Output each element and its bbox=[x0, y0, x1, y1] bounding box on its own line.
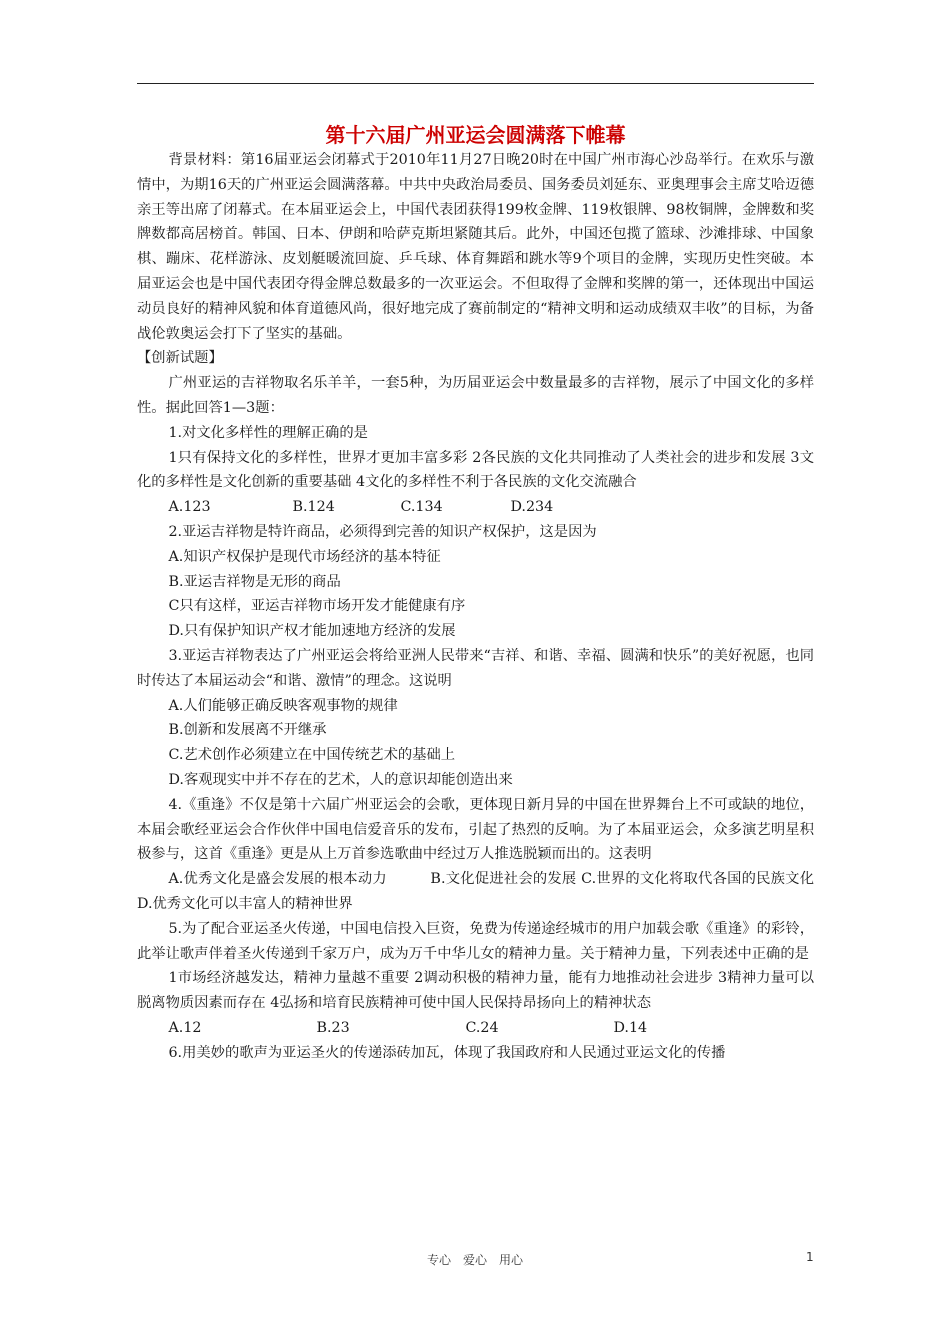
question-1-choices bbox=[137, 495, 814, 520]
question-2-option-b: B.亚运吉祥物是无形的商品 bbox=[168, 573, 341, 590]
question-1-statements: 1只有保持文化的多样性，世界才更加丰富多彩 2各民族的文化共同推动了人类社会的进步和发展 3文化的多样性是文化创新的重要基础 4文化的多样性不利于各民族的文化交流融合 bbox=[137, 449, 814, 491]
background-paragraph: 背景材料：第16届亚运会闭幕式于2010年11月27日晚20时在中国广州市海心沙岛举行。在欢乐与激情中，为期16天的广州亚运会圆满落幕。中共中央政治局委员、国务委员刘延东、亚奥理事会主席艾哈迈德亲王等出席了闭幕式。在本届亚运会上，中国代表团获得199枚金牌、119枚银牌、98枚铜牌，金牌数和奖牌数都高居榜首。韩国、日本、伊朗和哈萨克斯坦紧随其后。此外，中国还包揽了篮球、沙滩排球、中国象棋、蹦床、花样游泳、皮划艇暖流回旋、乒乓球、体育舞蹈和跳水等9个项目的金牌，实现历史性突破。本届亚运会也是中国代表团夺得金牌总数最多的一次亚运会。不但取得了金牌和奖牌的第一，还体现出中国运动员良好的精神风貌和体育道德风尚，很好地完成了赛前制定的“精神文明和运动成绩双丰收”的目标，为备战伦敦奥运会打下了坚实的基础。 bbox=[137, 152, 814, 342]
question-2-option-a: A.知识产权保护是现代市场经济的基本特征 bbox=[168, 548, 441, 565]
page-footer: 专心 爱心 用心 bbox=[426, 1253, 523, 1267]
question-2-option-d: D.只有保护知识产权才能加速地方经济的发展 bbox=[168, 623, 456, 640]
question-2-option-c: C只有这样，亚运吉祥物市场开发才能健康有序 bbox=[168, 598, 466, 615]
question-3-stem: 3.亚运吉祥物表达了广州亚运会将给亚洲人民带来“吉祥、和谐、幸福、圆满和快乐”的美好祝愿，也同时传达了本届运动会“和谐、激情”的理念。这说明 bbox=[137, 647, 814, 689]
section-label: 【创新试题】 bbox=[137, 350, 223, 367]
choice-b: B.23 bbox=[316, 1019, 350, 1036]
document-title: 第十六届广州亚运会圆满落下帷幕 bbox=[325, 123, 626, 147]
choice-d: D.14 bbox=[613, 1019, 648, 1036]
choice-d: D.234 bbox=[510, 499, 554, 516]
question-3-option-a: A.人们能够正确反映客观事物的规律 bbox=[168, 697, 398, 714]
question-5-choices bbox=[137, 1016, 814, 1041]
choice-b: B.124 bbox=[292, 499, 335, 516]
page-number: 1 bbox=[806, 1250, 814, 1264]
question-3-option-c: C.艺术创作必须建立在中国传统艺术的基础上 bbox=[168, 747, 456, 764]
document-body bbox=[137, 148, 843, 1065]
question-3-option-d: D.客观现实中并不存在的艺术，人的意识却能创造出来 bbox=[168, 771, 513, 788]
question-5-statements: 1市场经济越发达，精神力量越不重要 2调动积极的精神力量，能有力地推动社会进步 3精神力量可以脱离物质因素而存在 4弘扬和培育民族精神可使中国人民保持昂扬向上的精神状态 bbox=[137, 970, 814, 1012]
choice-c: C.24 bbox=[465, 1019, 499, 1036]
choice-a: A.12 bbox=[168, 1019, 202, 1036]
question-4-stem: 4.《重逢》不仅是第十六届广州亚运会的会歌，更体现日新月异的中国在世界舞台上不可或缺的地位，本届会歌经亚运会合作伙伴中国电信爱音乐的发布，引起了热烈的反响。为了本届亚运会，众多演艺明星积极参与，这首《重逢》更是从上万首参选歌曲中经过万人推选脱颖而出的。这表明 bbox=[137, 796, 814, 863]
question-3-option-b: B.创新和发展离不开继承 bbox=[168, 722, 327, 739]
question-4-options: A.优秀文化是盛会发展的根本动力 B.文化促进社会的发展 C.世界的文化将取代各国的民族文化 D.优秀文化可以丰富人的精神世界 bbox=[137, 871, 843, 912]
intro-paragraph: 广州亚运的吉祥物取名乐羊羊，一套5种，为历届亚运会中数量最多的吉祥物，展示了中国文化的多样性。据此回答1—3题： bbox=[137, 375, 814, 416]
header-rule bbox=[137, 83, 814, 84]
question-1-stem: 1.对文化多样性的理解正确的是 bbox=[168, 424, 368, 441]
question-2-stem: 2.亚运吉祥物是特许商品，必须得到完善的知识产权保护，这是因为 bbox=[168, 523, 597, 540]
question-6-stem: 6.用美妙的歌声为亚运圣火的传递添砖加瓦，体现了我国政府和人民通过亚运文化的传播 bbox=[168, 1044, 726, 1061]
choice-c: C.134 bbox=[400, 499, 443, 516]
question-5-stem: 5.为了配合亚运圣火传递，中国电信投入巨资，免费为传递途经城市的用户加载会歌《重逢》的彩铃，此举让歌声伴着圣火传递到千家万户，成为万千中华儿女的精神力量。关于精神力量，下列表述中正确的是 bbox=[137, 920, 814, 962]
choice-a: A.123 bbox=[168, 499, 211, 516]
